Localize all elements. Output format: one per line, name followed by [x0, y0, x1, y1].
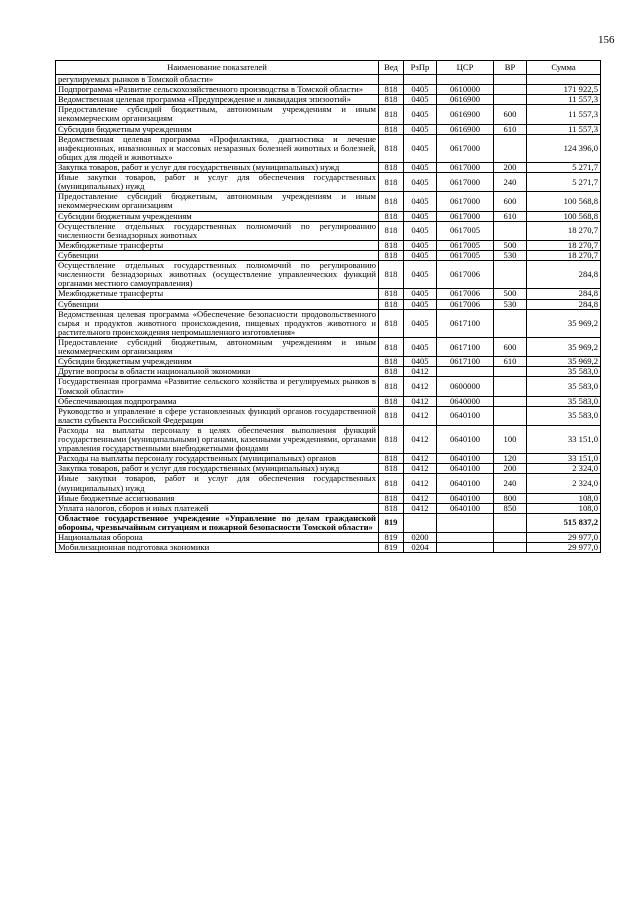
cell-name: Мобилизационная подготовка экономики — [56, 543, 379, 553]
cell-ved: 818 — [379, 211, 404, 221]
cell-ved: 818 — [379, 357, 404, 367]
cell-rzpr: 0405 — [404, 105, 437, 124]
cell-vr — [494, 309, 527, 337]
cell-sum: 35 583,0 — [527, 377, 601, 396]
cell-ved: 818 — [379, 221, 404, 240]
cell-name: Ведомственная целевая программа «Обеспечение безопасности продовольственного сырья и продуктов животного происхождения, пищевых продуктов животного и растительного происхождения непромышленного изготовления» — [56, 309, 379, 337]
cell-vr: 120 — [494, 454, 527, 464]
table-row — [56, 85, 601, 95]
table-row — [56, 221, 601, 240]
table-row — [56, 95, 601, 105]
cell-rzpr: 0412 — [404, 464, 437, 474]
cell-csr: 0617000 — [437, 134, 494, 162]
cell-name: Областное государственное учреждение «Управление по делам гражданской обороны, чрезвычайным ситуациям и пожарной безопасности Томской области» — [56, 513, 379, 532]
cell-csr: 0617100 — [437, 309, 494, 337]
cell-csr: 0617006 — [437, 299, 494, 309]
cell-rzpr: 0204 — [404, 543, 437, 553]
cell-ved: 818 — [379, 474, 404, 493]
cell-vr — [494, 513, 527, 532]
cell-name: Межбюджетные трансферты — [56, 289, 379, 299]
cell-vr: 850 — [494, 503, 527, 513]
cell-ved: 818 — [379, 377, 404, 396]
cell-csr: 0616900 — [437, 105, 494, 124]
cell-name: Предоставление субсидий бюджетным, автономным учреждениям и иным некоммерческим организациям — [56, 192, 379, 211]
cell-sum: 35 969,2 — [527, 337, 601, 356]
cell-rzpr: 0405 — [404, 357, 437, 367]
table-row — [56, 105, 601, 124]
cell-sum: 18 270,7 — [527, 240, 601, 250]
table-row — [56, 162, 601, 172]
header-sum: Сумма — [527, 61, 601, 75]
cell-rzpr: 0405 — [404, 289, 437, 299]
cell-vr: 240 — [494, 474, 527, 493]
cell-name: Расходы на выплаты персоналу в целях обеспечения выполнения функций государственными (муниципальными) органами, казенными учреждениями, органами управления государственными внебюджетными фондами — [56, 425, 379, 453]
cell-vr — [494, 85, 527, 95]
table-row — [56, 396, 601, 406]
header-rzpr: РзПр — [404, 61, 437, 75]
cell-ved: 818 — [379, 250, 404, 260]
cell-rzpr: 0412 — [404, 425, 437, 453]
cell-csr: 0640100 — [437, 474, 494, 493]
header-name: Наименование показателей — [56, 61, 379, 75]
table-row — [56, 211, 601, 221]
table-row — [56, 250, 601, 260]
cell-name: Расходы на выплаты персоналу государственных (муниципальных) органов — [56, 454, 379, 464]
cell-csr: 0617000 — [437, 211, 494, 221]
table-header — [56, 61, 601, 75]
table-row — [56, 474, 601, 493]
cell-ved: 818 — [379, 261, 404, 289]
table-row — [56, 337, 601, 356]
cell-name: Субвенции — [56, 299, 379, 309]
table-row — [56, 75, 601, 85]
cell-csr: 0617100 — [437, 357, 494, 367]
cell-name: Ведомственная целевая программа «Предупреждение и ликвидация эпизоотий» — [56, 95, 379, 105]
cell-sum: 5 271,7 — [527, 173, 601, 192]
cell-csr: 0617005 — [437, 221, 494, 240]
cell-sum: 18 270,7 — [527, 221, 601, 240]
cell-vr: 600 — [494, 105, 527, 124]
cell-rzpr: 0405 — [404, 162, 437, 172]
cell-sum: 35 583,0 — [527, 396, 601, 406]
cell-rzpr: 0412 — [404, 396, 437, 406]
table-row — [56, 299, 601, 309]
cell-vr — [494, 533, 527, 543]
cell-vr: 800 — [494, 493, 527, 503]
cell-csr: 0640100 — [437, 503, 494, 513]
cell-csr: 0640100 — [437, 464, 494, 474]
cell-name: Обеспечивающая подпрограмма — [56, 396, 379, 406]
cell-vr — [494, 377, 527, 396]
cell-csr: 0617006 — [437, 261, 494, 289]
cell-rzpr: 0412 — [404, 474, 437, 493]
cell-vr: 610 — [494, 211, 527, 221]
table-row — [56, 134, 601, 162]
cell-ved: 818 — [379, 192, 404, 211]
cell-rzpr: 0405 — [404, 95, 437, 105]
cell-sum — [527, 75, 601, 85]
cell-sum: 11 557,3 — [527, 95, 601, 105]
cell-csr — [437, 367, 494, 377]
cell-ved: 818 — [379, 503, 404, 513]
cell-sum: 284,8 — [527, 299, 601, 309]
cell-csr: 0617100 — [437, 337, 494, 356]
cell-ved: 818 — [379, 464, 404, 474]
cell-ved: 818 — [379, 406, 404, 425]
cell-vr: 600 — [494, 192, 527, 211]
cell-vr: 530 — [494, 250, 527, 260]
table-body — [56, 75, 601, 553]
cell-vr — [494, 543, 527, 553]
cell-ved: 818 — [379, 454, 404, 464]
cell-ved: 818 — [379, 162, 404, 172]
cell-ved: 819 — [379, 543, 404, 553]
cell-csr: 0617005 — [437, 240, 494, 250]
cell-sum: 108,0 — [527, 503, 601, 513]
cell-csr: 0617000 — [437, 192, 494, 211]
cell-csr — [437, 513, 494, 532]
table-row — [56, 289, 601, 299]
header-ved: Вед — [379, 61, 404, 75]
cell-name: Субсидии бюджетным учреждениям — [56, 357, 379, 367]
cell-vr: 610 — [494, 124, 527, 134]
cell-vr — [494, 261, 527, 289]
cell-sum: 29 977,0 — [527, 543, 601, 553]
cell-rzpr: 0412 — [404, 377, 437, 396]
cell-rzpr: 0405 — [404, 221, 437, 240]
cell-sum: 11 557,3 — [527, 105, 601, 124]
table-row — [56, 493, 601, 503]
cell-sum: 2 324,0 — [527, 474, 601, 493]
cell-ved: 819 — [379, 513, 404, 532]
cell-name: Межбюджетные трансферты — [56, 240, 379, 250]
cell-csr: 0617005 — [437, 250, 494, 260]
cell-ved: 818 — [379, 134, 404, 162]
header-csr: ЦСР — [437, 61, 494, 75]
cell-sum: 35 583,0 — [527, 406, 601, 425]
cell-ved: 818 — [379, 124, 404, 134]
cell-rzpr: 0405 — [404, 85, 437, 95]
cell-ved: 818 — [379, 425, 404, 453]
cell-ved: 818 — [379, 85, 404, 95]
cell-name: Закупка товаров, работ и услуг для государственных (муниципальных) нужд — [56, 162, 379, 172]
budget-table — [55, 60, 601, 553]
cell-vr: 610 — [494, 357, 527, 367]
cell-name: Осуществление отдельных государственных полномочий по регулированию численности безнадзорных животных — [56, 221, 379, 240]
cell-name: Подпрограмма «Развитие сельскохозяйственного производства в Томской области» — [56, 85, 379, 95]
table-header-row — [56, 61, 601, 75]
cell-ved: 819 — [379, 533, 404, 543]
table-row — [56, 309, 601, 337]
cell-rzpr: 0405 — [404, 261, 437, 289]
cell-vr: 600 — [494, 337, 527, 356]
cell-rzpr: 0412 — [404, 367, 437, 377]
cell-csr: 0617006 — [437, 289, 494, 299]
cell-sum: 284,8 — [527, 261, 601, 289]
table-row — [56, 425, 601, 453]
cell-rzpr: 0405 — [404, 173, 437, 192]
cell-name: Предоставление субсидий бюджетным, автономным учреждениям и иным некоммерческим организациям — [56, 337, 379, 356]
cell-ved: 818 — [379, 337, 404, 356]
table-row — [56, 192, 601, 211]
cell-sum: 284,8 — [527, 289, 601, 299]
cell-name: Осуществление отдельных государственных полномочий по регулированию численности безнадзорных животных (осуществление управленческих функций органами местного самоуправления) — [56, 261, 379, 289]
cell-name: регулируемых рынков в Томской области» — [56, 75, 379, 85]
cell-rzpr: 0405 — [404, 211, 437, 221]
cell-ved: 818 — [379, 289, 404, 299]
table-row — [56, 367, 601, 377]
cell-sum: 2 324,0 — [527, 464, 601, 474]
table-row — [56, 124, 601, 134]
cell-vr — [494, 75, 527, 85]
cell-ved: 818 — [379, 105, 404, 124]
cell-sum: 33 151,0 — [527, 425, 601, 453]
table-row — [56, 357, 601, 367]
cell-ved: 818 — [379, 493, 404, 503]
cell-rzpr: 0412 — [404, 406, 437, 425]
cell-vr — [494, 367, 527, 377]
cell-name: Иные закупки товаров, работ и услуг для обеспечения государственных (муниципальных) нужд — [56, 173, 379, 192]
cell-name: Закупка товаров, работ и услуг для государственных (муниципальных) нужд — [56, 464, 379, 474]
header-vr: ВР — [494, 61, 527, 75]
cell-name: Государственная программа «Развитие сельского хозяйства и регулируемых рынков в Томской области» — [56, 377, 379, 396]
cell-rzpr: 0405 — [404, 240, 437, 250]
cell-csr — [437, 533, 494, 543]
cell-csr: 0616900 — [437, 95, 494, 105]
cell-rzpr — [404, 513, 437, 532]
table-row — [56, 513, 601, 532]
cell-vr: 200 — [494, 464, 527, 474]
table-row — [56, 377, 601, 396]
cell-name: Руководство и управление в сфере установленных функций органов государственной власти субъекта Российской Федерации — [56, 406, 379, 425]
cell-rzpr: 0200 — [404, 533, 437, 543]
cell-name: Субвенции — [56, 250, 379, 260]
table-row — [56, 543, 601, 553]
cell-rzpr: 0405 — [404, 309, 437, 337]
cell-sum: 35 583,0 — [527, 367, 601, 377]
cell-csr: 0610000 — [437, 85, 494, 95]
cell-vr: 240 — [494, 173, 527, 192]
cell-csr: 0640100 — [437, 454, 494, 464]
cell-vr — [494, 406, 527, 425]
cell-rzpr: 0405 — [404, 337, 437, 356]
cell-csr: 0640100 — [437, 493, 494, 503]
cell-vr: 500 — [494, 289, 527, 299]
cell-sum: 33 151,0 — [527, 454, 601, 464]
cell-name: Другие вопросы в области национальной экономики — [56, 367, 379, 377]
cell-vr: 100 — [494, 425, 527, 453]
cell-rzpr: 0412 — [404, 454, 437, 464]
cell-rzpr — [404, 75, 437, 85]
cell-rzpr: 0412 — [404, 503, 437, 513]
cell-sum: 5 271,7 — [527, 162, 601, 172]
table-row — [56, 503, 601, 513]
cell-rzpr: 0405 — [404, 124, 437, 134]
cell-name: Субсидии бюджетным учреждениям — [56, 211, 379, 221]
cell-vr — [494, 95, 527, 105]
cell-vr: 530 — [494, 299, 527, 309]
cell-name: Предоставление субсидий бюджетным, автономным учреждениям и иным некоммерческим организациям — [56, 105, 379, 124]
table-row — [56, 240, 601, 250]
table-row — [56, 173, 601, 192]
cell-sum: 18 270,7 — [527, 250, 601, 260]
cell-sum: 35 969,2 — [527, 357, 601, 367]
cell-sum: 29 977,0 — [527, 533, 601, 543]
cell-rzpr: 0405 — [404, 192, 437, 211]
page-number: 156 — [598, 34, 615, 46]
cell-name: Ведомственная целевая программа «Профилактика, диагностика и лечение инфекционных, инвазионных и массовых незаразных болезней животных и болезней, общих для людей и животных» — [56, 134, 379, 162]
cell-csr: 0640100 — [437, 406, 494, 425]
cell-name: Национальная оборона — [56, 533, 379, 543]
cell-vr: 500 — [494, 240, 527, 250]
cell-sum: 100 568,8 — [527, 192, 601, 211]
cell-sum: 35 969,2 — [527, 309, 601, 337]
cell-csr: 0616900 — [437, 124, 494, 134]
table-row — [56, 261, 601, 289]
cell-sum: 124 396,0 — [527, 134, 601, 162]
cell-name: Иные бюджетные ассигнования — [56, 493, 379, 503]
cell-rzpr: 0405 — [404, 299, 437, 309]
cell-ved: 818 — [379, 367, 404, 377]
cell-vr — [494, 221, 527, 240]
cell-rzpr: 0405 — [404, 134, 437, 162]
cell-ved — [379, 75, 404, 85]
cell-csr: 0617000 — [437, 173, 494, 192]
cell-sum: 100 568,8 — [527, 211, 601, 221]
cell-vr — [494, 134, 527, 162]
cell-sum: 108,0 — [527, 493, 601, 503]
cell-csr: 0617000 — [437, 162, 494, 172]
cell-sum: 11 557,3 — [527, 124, 601, 134]
cell-ved: 818 — [379, 309, 404, 337]
cell-rzpr: 0412 — [404, 493, 437, 503]
cell-sum: 515 837,2 — [527, 513, 601, 532]
cell-ved: 818 — [379, 396, 404, 406]
cell-csr: 0640000 — [437, 396, 494, 406]
cell-vr: 200 — [494, 162, 527, 172]
cell-name: Субсидии бюджетным учреждениям — [56, 124, 379, 134]
cell-ved: 818 — [379, 95, 404, 105]
cell-sum: 171 922,5 — [527, 85, 601, 95]
table-row — [56, 464, 601, 474]
table-row — [56, 533, 601, 543]
cell-name: Уплата налогов, сборов и иных платежей — [56, 503, 379, 513]
table-row — [56, 454, 601, 464]
cell-csr: 0640100 — [437, 425, 494, 453]
cell-name: Иные закупки товаров, работ и услуг для обеспечения государственных (муниципальных) нужд — [56, 474, 379, 493]
cell-ved: 818 — [379, 240, 404, 250]
cell-ved: 818 — [379, 173, 404, 192]
table-row — [56, 406, 601, 425]
cell-csr — [437, 75, 494, 85]
cell-csr — [437, 543, 494, 553]
cell-rzpr: 0405 — [404, 250, 437, 260]
cell-vr — [494, 396, 527, 406]
cell-ved: 818 — [379, 299, 404, 309]
cell-csr: 0600000 — [437, 377, 494, 396]
